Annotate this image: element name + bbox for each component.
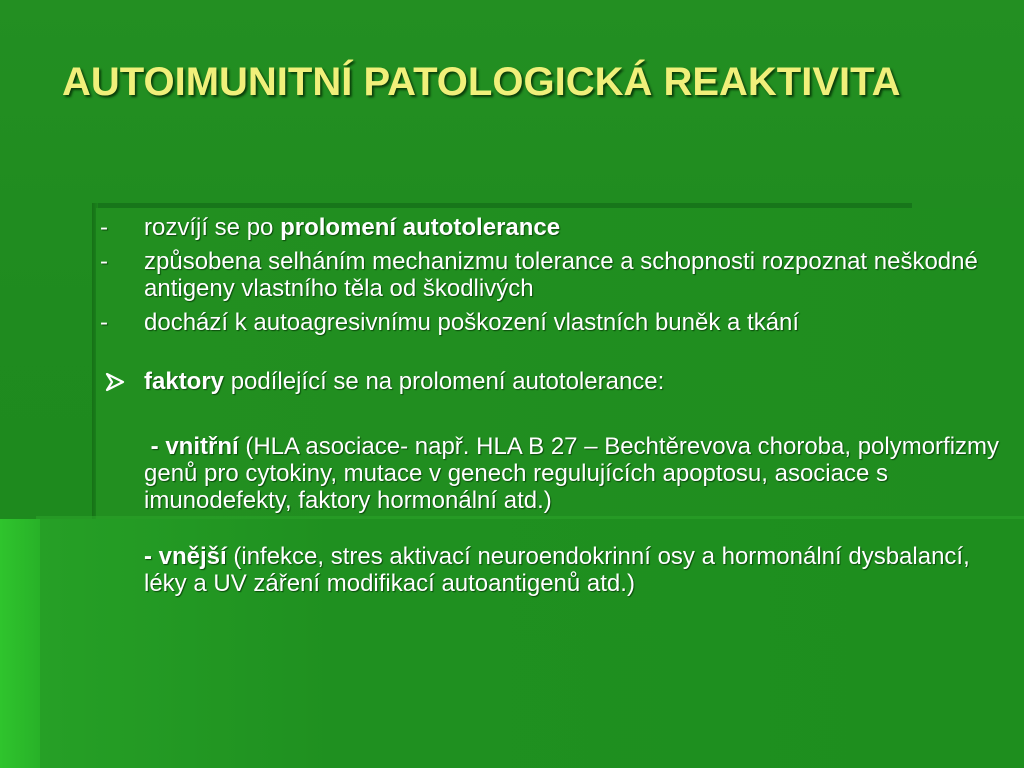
slide-content	[100, 214, 1006, 621]
bold-term: prolomení autotolerance	[280, 214, 561, 241]
factors-item: faktory podílející se na prolomení autotolerance:	[100, 368, 1000, 395]
bullet-item: - rozvíjí se po prolomení autotolerance	[100, 214, 561, 241]
dash-marker: -	[100, 248, 108, 275]
bullet-item: - způsobena selháním mechanizmu tolerance a schopnosti rozpoznat neškodné antigeny vlastního těla od škodlivých	[100, 248, 978, 302]
internal-label: - vnitřní	[144, 433, 239, 460]
factors-label: faktory	[144, 368, 225, 395]
external-label: - vnější	[144, 543, 227, 570]
external-factors: - vnější (infekce, stres aktivací neuroendokrinní osy a hormonální dysbalancí, léky a UV záření modifikací autoantigenů atd.)	[144, 543, 970, 597]
internal-factors: - vnitřní (HLA asociace- např. HLA B 27 – Bechtěrevova choroba, polymorfizmy genů pro cytokiny, mutace v genech regulujících apoptosu, asociace s imunodefekty, faktory hormonální atd.)	[144, 433, 1006, 514]
dash-marker: -	[100, 214, 108, 241]
slide-title: AUTOIMUNITNÍ PATOLOGICKÁ REAKTIVITA	[62, 60, 901, 104]
dash-marker: -	[100, 309, 108, 336]
lower-panel-left-highlight	[0, 519, 40, 768]
bullet-item: - dochází k autoagresivnímu poškození vlastních buněk a tkání	[100, 309, 800, 336]
